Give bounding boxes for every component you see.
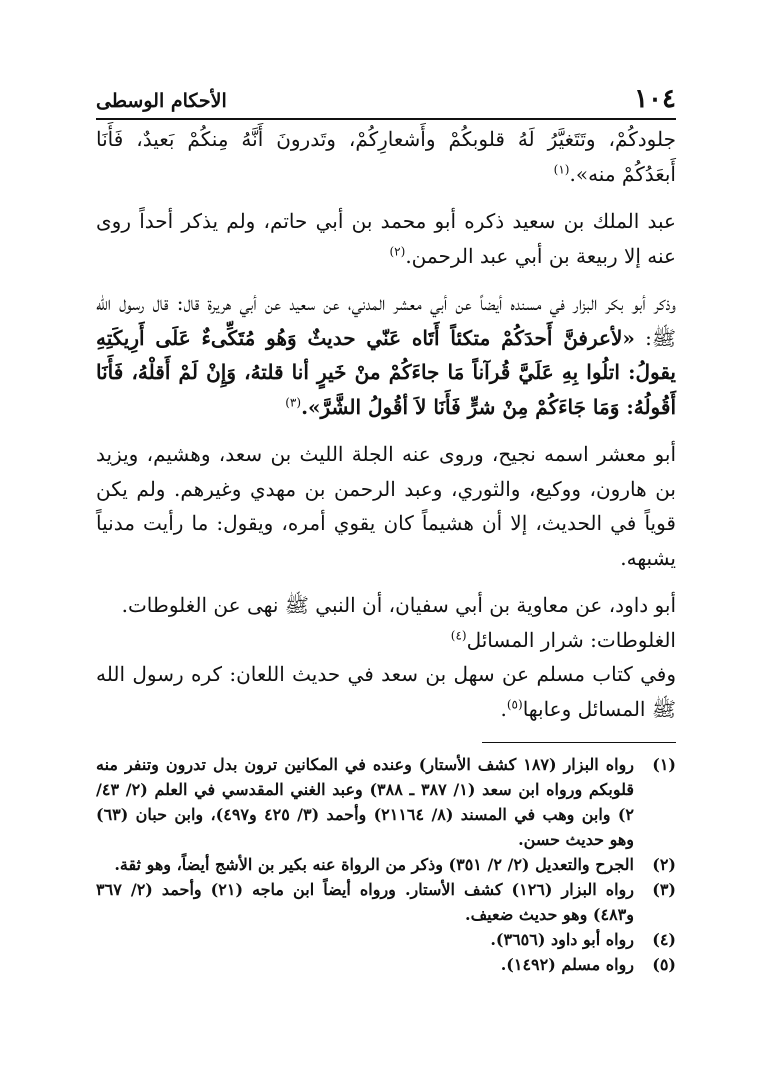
footnote-number: (٣): [652, 880, 676, 899]
footnote-text: رواه البزار (١٢٦) كشف الأستار. ورواه أيضاً ابن ماجه (٢١) وأحمد (٢/ ٣٦٧ و٤٨٣) وهو حديث ضعيف.: [96, 880, 634, 924]
page-number: ١٠٤: [634, 84, 676, 114]
header-rule: [96, 118, 676, 120]
paragraph-3-hadith: «لأعرفنَّ أَحدَكُمْ متكئاً أَتَاه عَنّي حديثٌ وَهُو مُتَكِّىءٌ عَلَى أَرِيكَتِهِ يقولُ: اتلُوا بِهِ عَلَيَّ قُرآناً مَا جاءَكُمْ منْ خَيرٍ أنا قلتهُ، وَإِنْ لَمْ أَقلْهُ، فَأَنَا أَقُولُهُ: وَمَا جَاءَكُمْ مِنْ شرٍّ فَأَنَا لاَ أقُولُ الشَّرَّ».: [96, 325, 676, 419]
paragraph-7: وفي كتاب مسلم عن سهل بن سعد في حديث اللعان: كره رسول الله ﷺ المسائل وعابها$^{(٥)}$.: [96, 662, 676, 721]
paragraph-2: [96, 204, 676, 273]
paragraph-6: [96, 623, 676, 658]
paragraph-2-text: عبد الملك بن سعيد ذكره أبو محمد بن أبي حاتم، ولم يذكر أحداً روى عنه إلا ربيعة بن أبي عبد الرحمن.: [96, 209, 676, 268]
footnote-ref-2: (٢): [389, 243, 406, 258]
footnote-ref-5: (٥): [506, 696, 523, 711]
paragraph-1-text: جلودكُمْ، وتَتَغيَّرُ لَهُ قلوبكُمْ وأَشعارِكُمْ، وتَدرونَ أَنَّهُ مِنكُمْ بَعيدٌ، فَأَنَا أَبعَدُكُمْ منه».: [96, 127, 676, 186]
footnote-2: [96, 852, 676, 877]
footnote-ref-1: (١): [553, 161, 570, 176]
footnote-3: [96, 877, 676, 927]
footnote-5: [96, 952, 676, 977]
running-title: الأحكام الوسطى: [96, 90, 227, 112]
footnote-number: (٥): [652, 955, 676, 974]
footnote-number: (٢): [652, 855, 676, 874]
footnote-4: [96, 927, 676, 952]
footnote-text: رواه مسلم (١٤٩٢).: [500, 955, 634, 974]
body-text: [96, 122, 676, 726]
footnote-number: (٤): [652, 930, 676, 949]
paragraph-3-intro: وذكر أبو بكر البزار في مسنده أيضاً عن أبي معشر المدني، عن سعيد عن أبي هريرة قال: قال رسول الله ﷺ:: [96, 291, 676, 350]
footnotes: [96, 752, 676, 977]
page-header: [96, 84, 676, 118]
paragraph-4: أبو معشر اسمه نجيح، وروى عنه الجلة الليث بن سعد، وهشيم، ويزيد بن هارون، ووكيع، والثوري، وعبد الرحمن بن مهدي وغيرهم. ولم يكن قوياً في الحديث، إلا أن هشيماً كان يقوي أمره، ويقول: ما رأيت مدنياً يشبهه.: [96, 442, 676, 570]
paragraph-6-text: الغلوطات: شرار المسائل: [466, 627, 676, 652]
footnote-ref-3: (٣): [285, 394, 302, 409]
paragraph-5: أبو داود، عن معاوية بن أبي سفيان، أن النبي ﷺ نهى عن الغلوطات.: [121, 593, 676, 617]
footnote-number: (١): [652, 755, 676, 774]
footnote-1: [96, 752, 676, 852]
paragraph-3: [96, 286, 676, 424]
footnote-text: رواه البزار (١٨٧ كشف الأستار) وعنده في المكانين ترون بدل تدرون وتنفر منه قلوبكم ورواه ابن سعد (١/ ٣٨٧ ـ ٣٨٨) وعبد الغني المقدسي في العلم (٢/ ٤٣/ ٢) وابن وهب في المسند (٨/ ٢١١٦٤) وأحمد (٣/ ٤٢٥ و٤٩٧)، وابن حبان (٦٣) وهو حديث حسن.: [96, 755, 635, 849]
footnote-rule: [482, 742, 676, 743]
footnote-text: الجرح والتعديل (٢/ ٢/ ٣٥١) وذكر من الرواة عنه بكير بن الأشج أيضاً، وهو ثقة.: [114, 855, 634, 874]
paragraph-7-text: وفي كتاب مسلم عن سهل بن سعد في حديث اللعان: كره رسول الله ﷺ المسائل وعابها: [96, 662, 676, 721]
footnote-text: رواه أبو داود (٣٦٥٦).: [490, 930, 634, 949]
footnote-ref-4: (٤): [450, 627, 467, 642]
paragraph-1: [96, 122, 676, 191]
